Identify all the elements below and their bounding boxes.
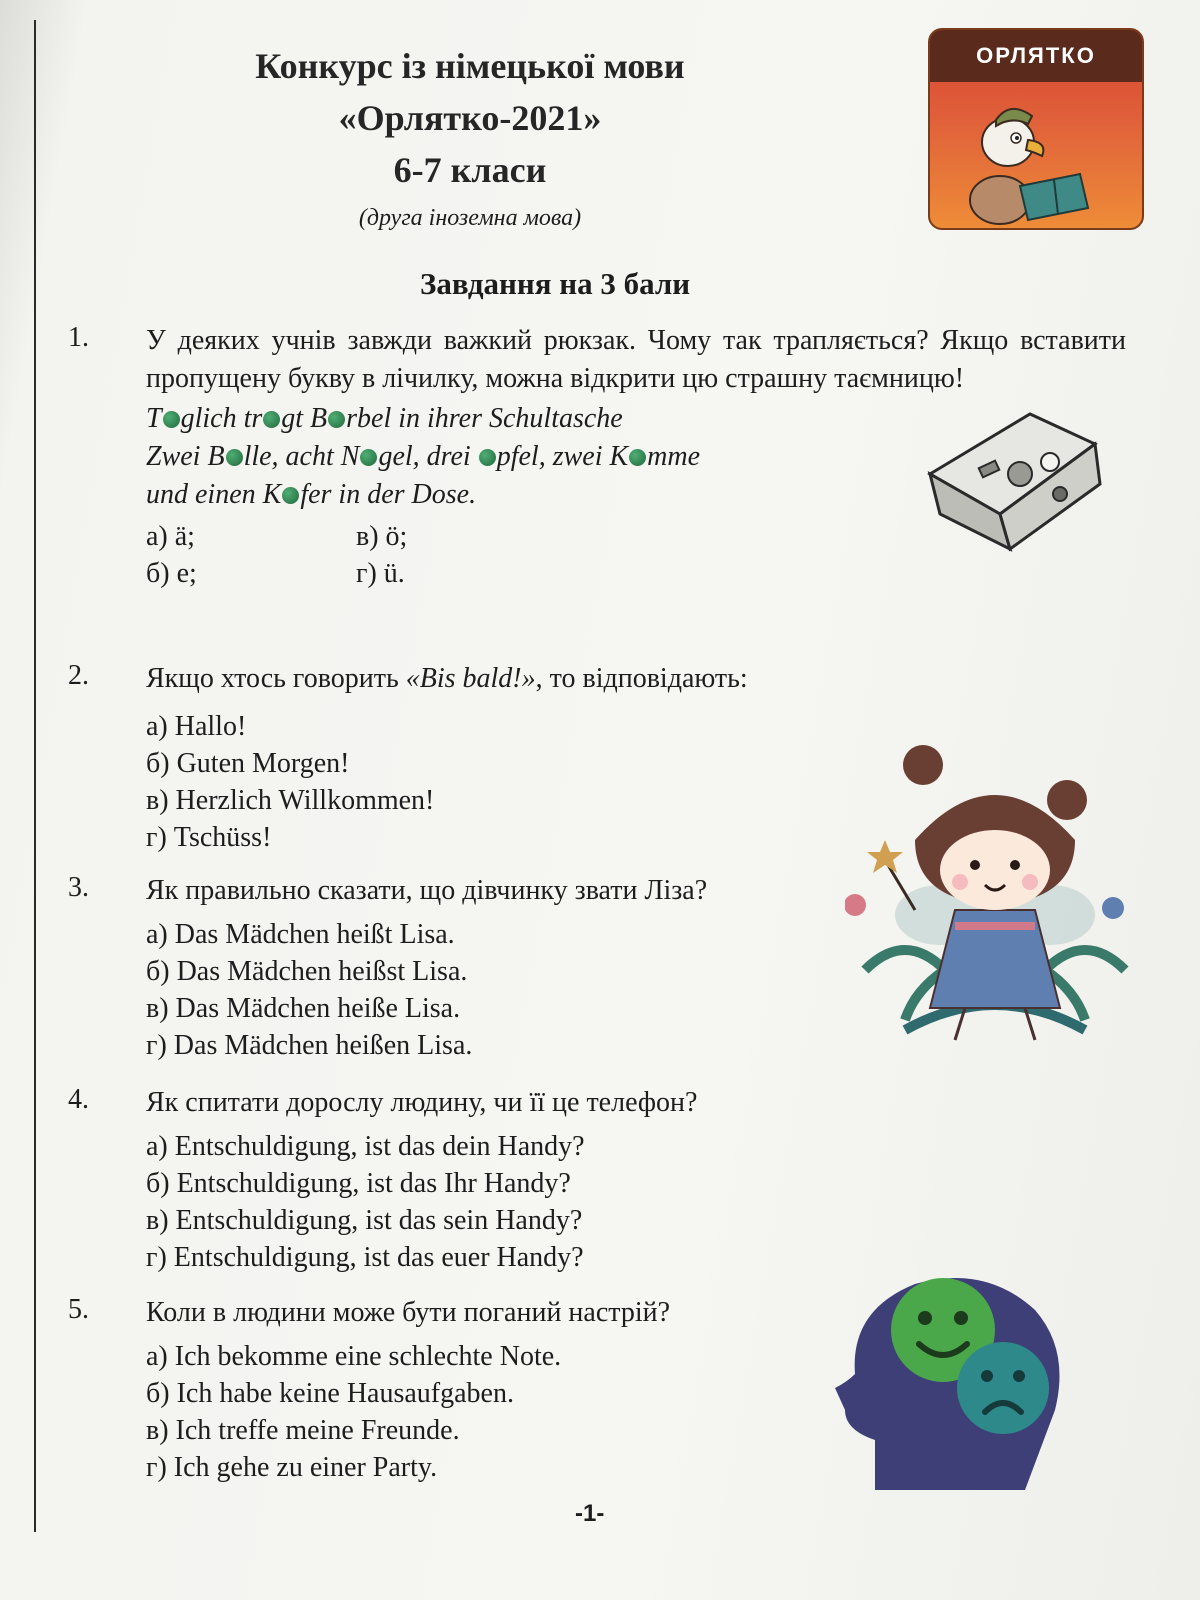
answer-option[interactable]: г) ü.	[356, 558, 405, 589]
answer-option[interactable]: а) Hallo!	[146, 711, 247, 742]
orlyatko-logo	[928, 28, 1144, 230]
mood-head-illustration	[835, 1270, 1075, 1502]
answer-option[interactable]: г) Tschüss!	[146, 822, 272, 853]
answer-option[interactable]: г) Das Mädchen heißen Lisa.	[146, 1030, 473, 1061]
header	[150, 40, 790, 238]
answer-option[interactable]: б) Das Mädchen heißst Lisa.	[146, 956, 468, 987]
question-number: 1.	[68, 322, 89, 353]
contest-title: Конкурс із німецької мови	[255, 46, 685, 86]
answer-option[interactable]: а) ä;	[146, 521, 195, 552]
answer-option[interactable]: б) Entschuldigung, ist das Ihr Handy?	[146, 1168, 571, 1199]
margin-line	[34, 20, 36, 1532]
page-number: -1-	[575, 1500, 605, 1527]
question-text: У деяких учнів завжди важкий рюкзак. Чому так трапляється? Якщо вставити пропущену букву в лічилку, можна відкрити цю страшну таємницю!	[146, 325, 1126, 394]
answer-option[interactable]: б) Ich habe keine Hausaufgaben.	[146, 1378, 514, 1409]
question-number: 2.	[68, 660, 89, 691]
eaglet-reading-icon	[930, 82, 1142, 228]
question-number: 4.	[68, 1084, 89, 1115]
missing-letter-dot	[282, 487, 299, 504]
answer-option[interactable]: а) Das Mädchen heißt Lisa.	[146, 919, 455, 950]
phrase-bis-bald: «Bis bald!»	[405, 663, 536, 694]
answer-option[interactable]: г) Ich gehe zu einer Party.	[146, 1452, 438, 1483]
answer-option[interactable]: в) Das Mädchen heiße Lisa.	[146, 993, 461, 1024]
contest-name: «Орлятко-2021»	[338, 98, 602, 138]
question-text: Як спитати дорослу людину, чи її це телефон?	[146, 1087, 698, 1118]
missing-letter-dot	[629, 449, 646, 466]
section-title: Завдання на 3 бали	[420, 266, 691, 301]
question-text: Якщо хтось говорить «Bis bald!», то відповідають:	[146, 663, 748, 694]
grade-level: 6-7 класи	[393, 150, 547, 190]
answer-option[interactable]: в) Herzlich Willkommen!	[146, 785, 435, 816]
logo-text: ОРЛЯТКО	[930, 30, 1142, 82]
answer-option[interactable]: в) Ich treffe meine Freunde.	[146, 1415, 460, 1446]
missing-letter-dot	[328, 411, 345, 428]
missing-letter-dot	[263, 411, 280, 428]
subtitle: (друга іноземна мова)	[358, 205, 582, 231]
answer-option[interactable]: в) Entschuldigung, ist das sein Handy?	[146, 1205, 583, 1236]
question-number: 3.	[68, 872, 89, 903]
answer-option[interactable]: а) Entschuldigung, ist das dein Handy?	[146, 1131, 585, 1162]
question-text: Коли в людини може бути поганий настрій?	[146, 1297, 671, 1328]
missing-letter-dot	[360, 449, 377, 466]
answer-option[interactable]: а) Ich bekomme eine schlechte Note.	[146, 1341, 562, 1372]
answer-option[interactable]: в) ö;	[356, 521, 408, 552]
missing-letter-dot	[226, 449, 243, 466]
missing-letter-dot	[479, 449, 496, 466]
question-text: Як правильно сказати, що дівчинку звати Ліза?	[146, 875, 708, 906]
missing-letter-dot	[163, 411, 180, 428]
answer-option[interactable]: г) Entschuldigung, ist das euer Handy?	[146, 1242, 584, 1273]
tin-box-illustration	[910, 404, 1110, 554]
answer-option[interactable]: б) Guten Morgen!	[146, 748, 350, 779]
counting-rhyme: T glich tr gt B rbel in ihrer Schultasche Zwei B lle, acht N gel, drei pfel, zwei K mme und einen K fer in der Dose.	[146, 403, 701, 510]
answer-option[interactable]: б) е;	[146, 558, 197, 589]
question-number: 5.	[68, 1294, 89, 1325]
